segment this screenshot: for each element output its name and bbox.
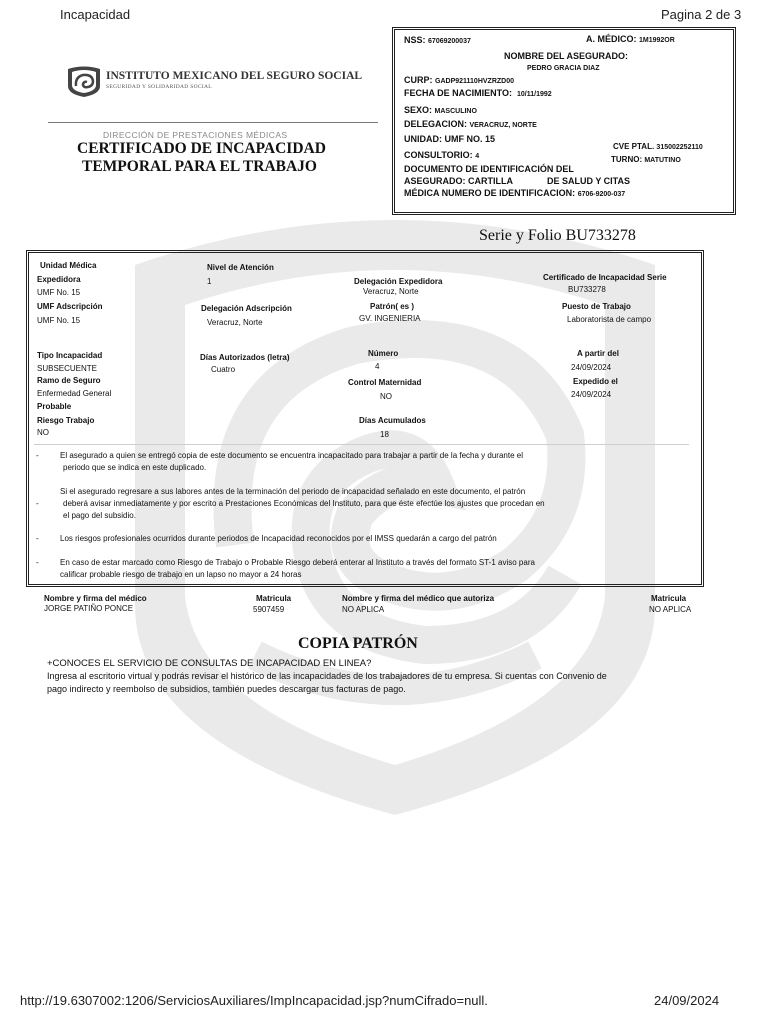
certificado-serie-value: BU733278 (568, 285, 606, 294)
notes-divider (34, 444, 689, 445)
insured-name-label: NOMBRE DEL ASEGURADO: (504, 51, 629, 61)
institution-tagline: SEGURIDAD Y SOLIDARIDAD SOCIAL (106, 84, 212, 90)
deleg-expedidora-label: Delegación Expedidora (354, 277, 443, 286)
probable-label: Probable (37, 402, 72, 411)
note-1-line1: El asegurado a quien se entregó copia de este documento se encuentra incapacitado para trabajar a partir de la fecha y durante el (60, 451, 523, 460)
note-3-line1: Los riesgos profesionales ocurridos durante periodos de Incapacidad reconocidos por el IMSS quedarán a cargo del patrón (60, 534, 497, 543)
nivel-atencion-label: Nivel de Atención (207, 263, 274, 272)
dias-acumulados-value: 18 (380, 430, 389, 439)
unidad-field: UNIDAD: UMF NO. 15 (404, 134, 496, 144)
note-1-line2: periodo que se indica en este duplicado. (63, 463, 207, 472)
numero-label: Número (368, 349, 399, 358)
dias-acumulados-label: Días Acumulados (359, 416, 426, 425)
postal-code-field: CVE PTAL. 315002252110 (613, 142, 703, 151)
autoriza-value: NO APLICA (342, 605, 385, 614)
deleg-adscripcion-label: Delegación Adscripción (201, 304, 292, 313)
serie-folio: Serie y Folio BU733278 (479, 227, 636, 244)
direction-label: DIRECCIÓN DE PRESTACIONES MÉDICAS (103, 130, 288, 140)
print-footer-date: 24/09/2024 (654, 993, 720, 1008)
print-page-counter: Pagina 2 de 3 (661, 7, 742, 22)
dias-autorizados-label: Días Autorizados (letra) (200, 353, 290, 362)
expedidora-value: UMF No. 15 (37, 288, 81, 297)
riesgo-trabajo-label: Riesgo Trabajo (37, 416, 95, 425)
puesto-label: Puesto de Trabajo (562, 302, 631, 311)
sex-field: SEXO: MASCULINO (404, 105, 477, 115)
deleg-expedidora-value: Veracruz, Norte (363, 287, 419, 296)
expedidora-label: Expedidora (37, 275, 81, 284)
control-maternidad-label: Control Maternidad (348, 378, 422, 387)
note-2-line1: Si el asegurado regresare a sus labores antes de la terminación del periodo de incapacidad señalado en este documento, el patrón (60, 487, 526, 496)
online-service-question: +CONOCES EL SERVICIO DE CONSULTAS DE INCAPACIDAD EN LINEA? (47, 658, 372, 669)
a-partir-label: A partir del (577, 349, 619, 358)
certificado-serie-label: Certificado de Incapacidad Serie (543, 273, 667, 282)
a-partir-value: 24/09/2024 (571, 363, 612, 372)
ramo-seguro-label: Ramo de Seguro (37, 376, 101, 385)
institution-name: INSTITUTO MEXICANO DEL SEGURO SOCIAL (106, 70, 363, 82)
expedido-label: Expedido el (573, 377, 618, 386)
puesto-value: Laboratorista de campo (567, 315, 652, 324)
copy-title: COPIA PATRÓN (298, 635, 418, 652)
medico-signature-label: Nombre y firma del médico (44, 594, 147, 603)
insured-name: PEDRO GRACIA DIAZ (527, 65, 600, 72)
id-document-line2a: ASEGURADO: CARTILLA (404, 176, 513, 186)
id-document-line2b: DE SALUD Y CITAS (547, 176, 631, 186)
logo-divider (48, 122, 378, 123)
patron-label: Patrón( es ) (370, 302, 415, 311)
medico-code-field: A. MÉDICO: 1M1992OR (586, 34, 675, 44)
matricula-value: 5907459 (253, 605, 285, 614)
note-2-line2: deberá avisar inmediatamente y por escrito a Prestaciones Económicas del Instituto, para que éste efectúe los ajustes que procedan en (63, 499, 545, 508)
document-title-line2: TEMPORAL PARA EL TRABAJO (82, 158, 317, 175)
birth-date-field: FECHA DE NACIMIENTO: 10/11/1992 (404, 88, 552, 98)
matricula2-label: Matricula (651, 594, 687, 603)
print-page-title: Incapacidad (60, 7, 131, 22)
matricula2-value: NO APLICA (649, 605, 692, 614)
turno-field: TURNO: MATUTINO (611, 155, 681, 164)
matricula-label: Matricula (256, 594, 292, 603)
note-1-bullet: - (36, 451, 39, 460)
dias-autorizados-value: Cuatro (211, 365, 236, 374)
id-number-field: MÉDICA NUMERO DE IDENTIFICACION: 6706-9200-037 (404, 188, 626, 198)
riesgo-trabajo-value: NO (37, 428, 49, 437)
numero-value: 4 (375, 362, 380, 371)
unidad-medica-label: Unidad Médica (40, 261, 97, 270)
note-4-line1: En caso de estar marcado como Riesgo de Trabajo o Probable Riesgo deberá enterar al Instituto a través del formato ST-1 aviso para (60, 558, 535, 567)
online-service-line2: pago indirecto y reembolso de subsidios, también puedes descargar tus facturas de pago. (47, 684, 406, 694)
tipo-incapacidad-value: SUBSECUENTE (37, 364, 98, 373)
medico-name: JORGE PATIÑO PONCE (44, 604, 134, 613)
note-2-bullet: - (36, 499, 39, 508)
umf-adscripcion-value: UMF No. 15 (37, 316, 81, 325)
ramo-seguro-value: Enfermedad General (37, 389, 112, 398)
autoriza-signature-label: Nombre y firma del médico que autoriza (342, 594, 495, 603)
id-document-line1: DOCUMENTO DE IDENTIFICACIÓN DEL (404, 164, 574, 174)
deleg-adscripcion-value: Veracruz, Norte (207, 318, 263, 327)
note-2-line3: el pago del subsidio. (63, 511, 136, 520)
print-footer-url: http://19.6307002:1206/ServiciosAuxiliares/ImpIncapacidad.jsp?numCifrado=null. (20, 993, 488, 1008)
umf-adscripcion-label: UMF Adscripción (37, 302, 103, 311)
patron-value: GV. INGENIERIA (359, 314, 421, 323)
note-4-bullet: - (36, 558, 39, 567)
expedido-value: 24/09/2024 (571, 390, 612, 399)
document-title-line1: CERTIFICADO DE INCAPACIDAD (77, 140, 326, 157)
note-4-line2: calificar probable riesgo de trabajo en un lapso no mayor a 24 horas (60, 570, 302, 579)
nivel-atencion-value: 1 (207, 277, 212, 286)
online-service-line1: Ingresa al escritorio virtual y podrás revisar el histórico de las incapacidades de los trabajadores de tu empresa. Si cuentas con Convenio de (47, 671, 607, 681)
consultorio-field: CONSULTORIO: 4 (404, 150, 480, 160)
nss-field: NSS: 67069200037 (404, 35, 471, 45)
imss-eagle-logo-icon (66, 66, 102, 98)
note-3-bullet: - (36, 534, 39, 543)
control-maternidad-value: NO (380, 392, 392, 401)
tipo-incapacidad-label: Tipo Incapacidad (37, 351, 103, 360)
curp-field: CURP: GADP921110HVZRZD00 (404, 75, 514, 85)
delegacion-field: DELEGACION: VERACRUZ, NORTE (404, 119, 537, 129)
